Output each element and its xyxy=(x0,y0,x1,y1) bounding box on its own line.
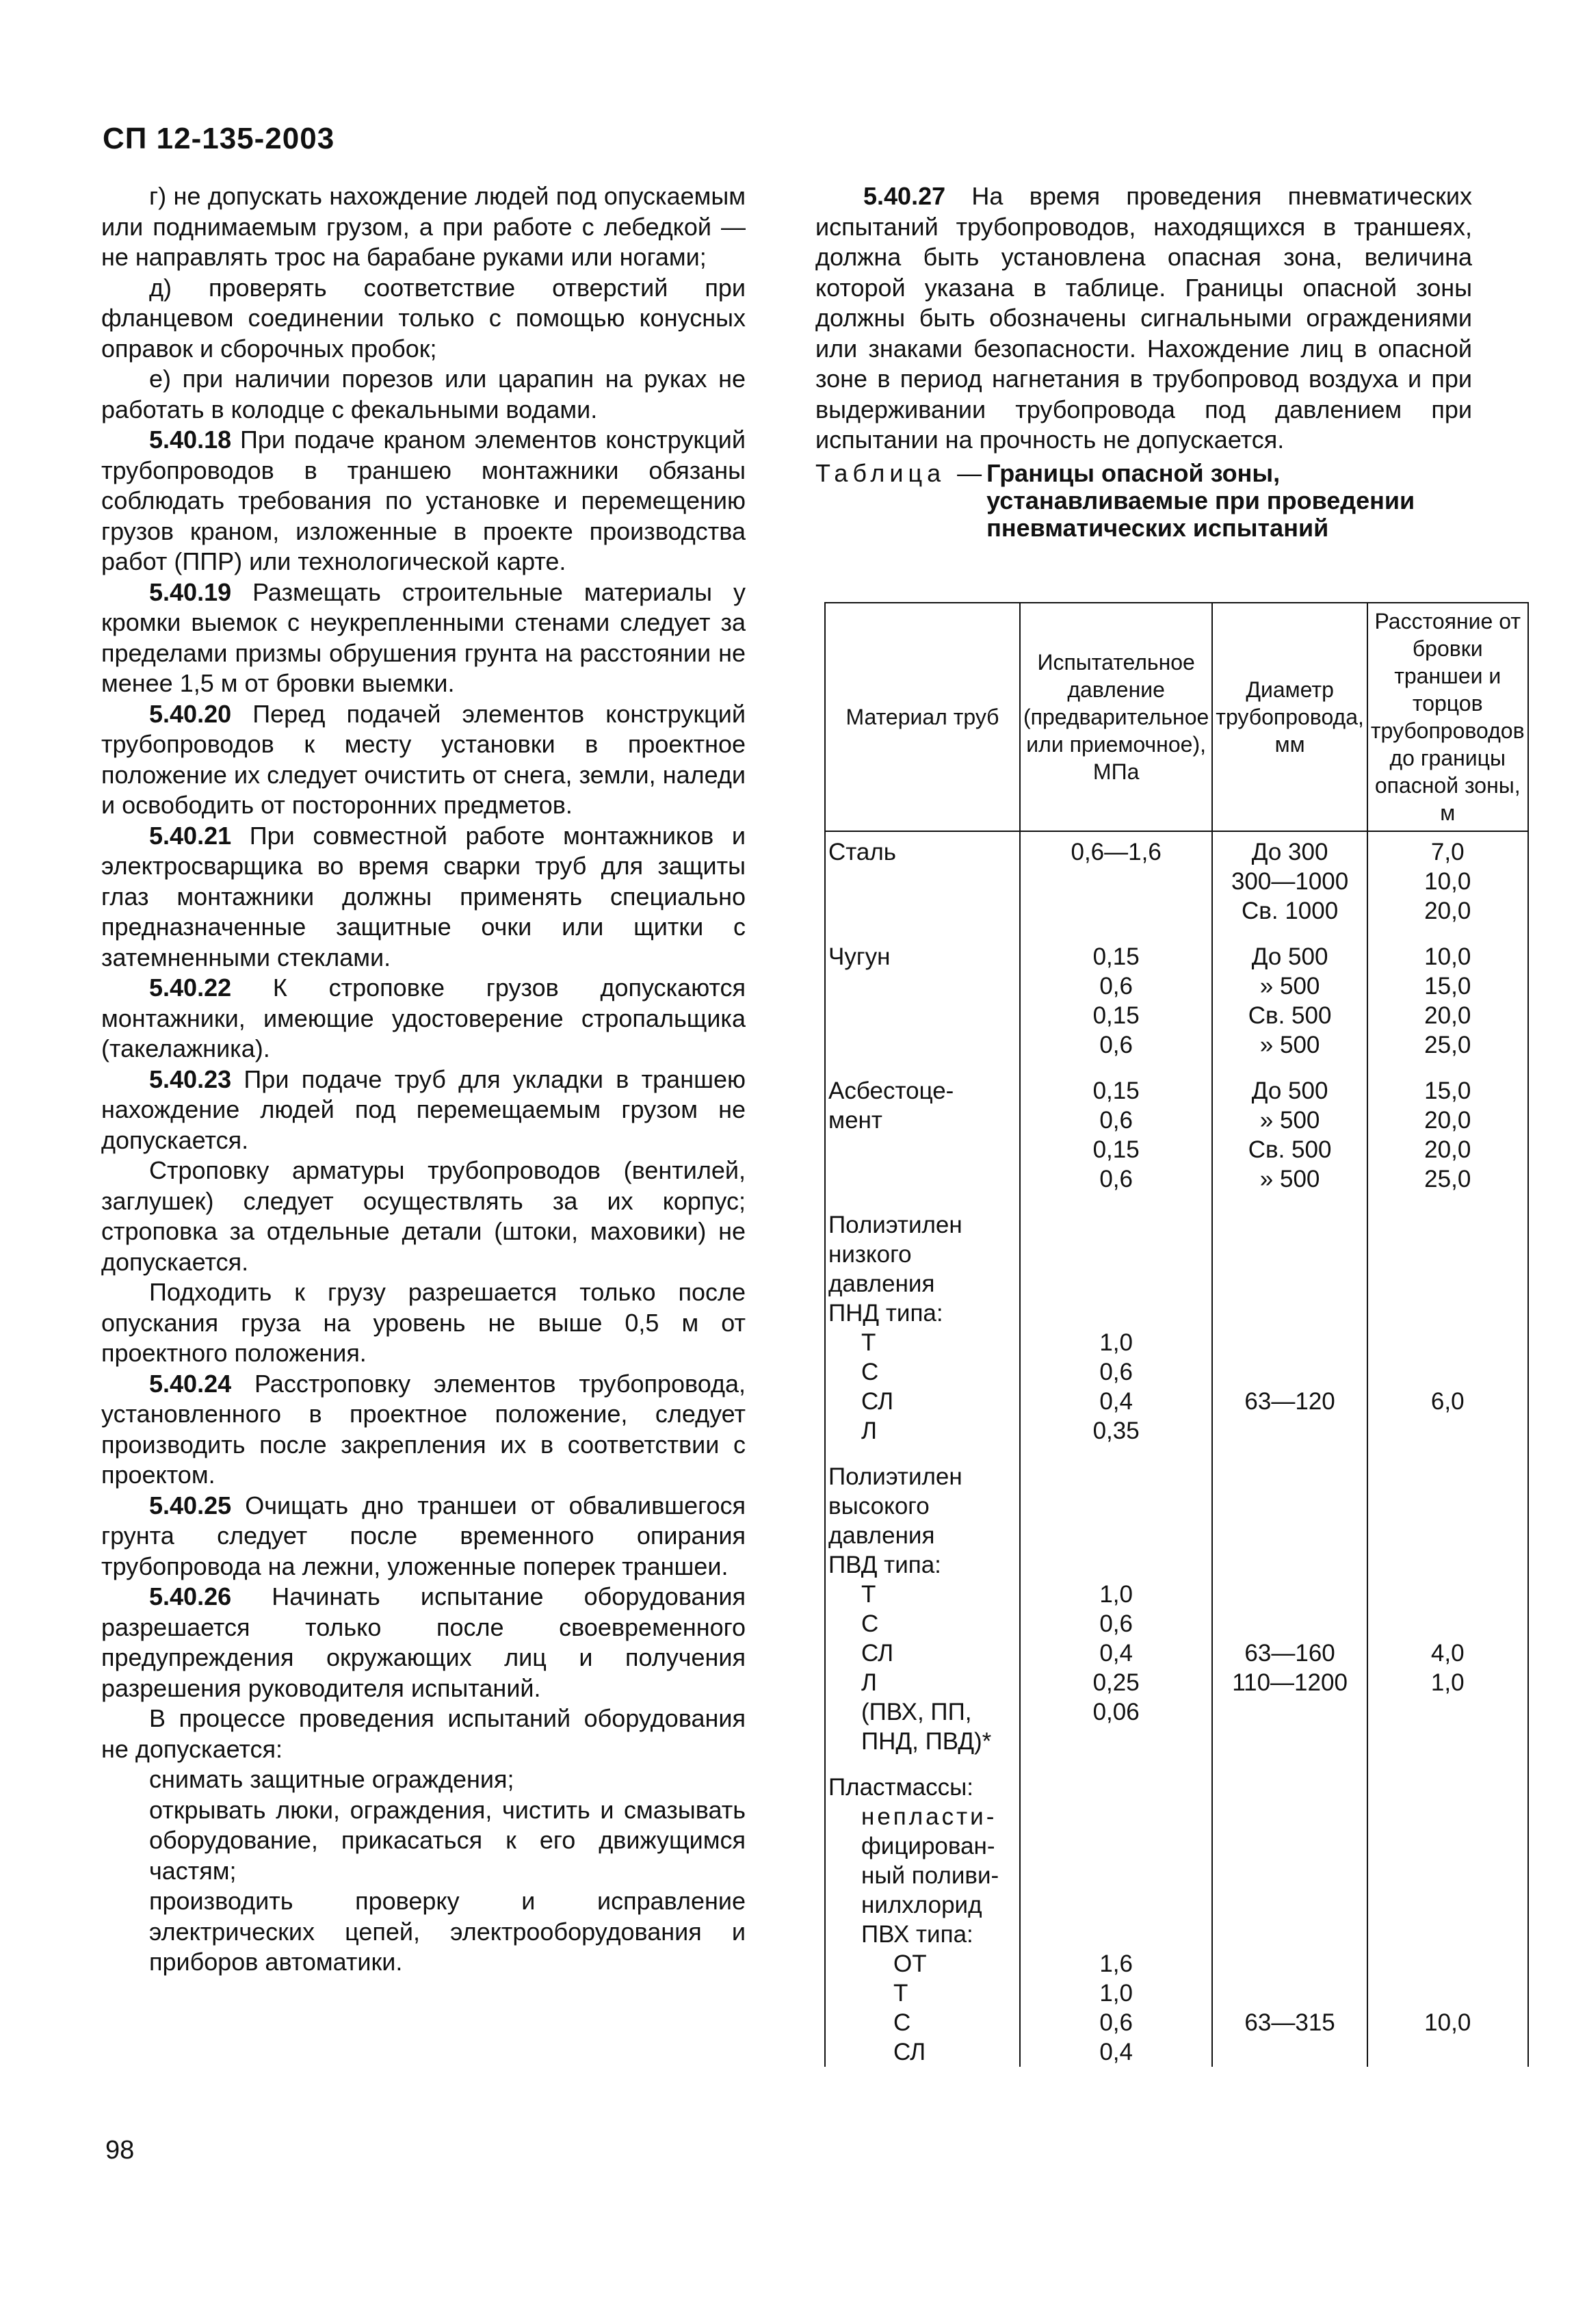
clause-5-40-22 xyxy=(101,973,746,1065)
clause-5-40-24 xyxy=(101,1369,746,1491)
material-label: низкого xyxy=(828,1241,912,1268)
list-item-guards: снимать защитные ограждения; xyxy=(149,1765,514,1793)
clause-5-40-21 xyxy=(101,821,746,974)
pressure-value: 0,4 xyxy=(1099,1388,1133,1415)
pressure-value: 1,6 xyxy=(1099,1950,1133,1977)
material-label: Асбестоце- xyxy=(828,1078,954,1104)
distance-value: 20,0 xyxy=(1424,1136,1471,1163)
distance-value: 15,0 xyxy=(1424,973,1471,1000)
type-label: СЛ xyxy=(861,1388,894,1415)
material-label: ПВД типа: xyxy=(828,1552,941,1578)
clause-number: 5.40.18 xyxy=(149,426,232,454)
cell-diameter xyxy=(1212,1773,1367,2067)
cell-diameter xyxy=(1212,831,1367,926)
material-label: непласти- xyxy=(861,1803,997,1830)
table-row-pnd xyxy=(825,1210,1528,1446)
distance-value: 20,0 xyxy=(1424,1107,1471,1134)
cell-material xyxy=(825,1210,1020,1446)
type-label: СЛ xyxy=(861,1640,894,1667)
diameter-value: До 300 xyxy=(1251,839,1328,865)
type-label: С xyxy=(861,1359,879,1385)
clause-number: 5.40.23 xyxy=(149,1065,232,1093)
distance-value: 6,0 xyxy=(1430,1388,1465,1415)
type-label: Т xyxy=(861,1329,876,1356)
page-number: 98 xyxy=(105,2136,135,2165)
pressure-value: 0,6 xyxy=(1099,1610,1133,1637)
row-spacer xyxy=(825,1194,1528,1210)
type-label: С xyxy=(861,1610,879,1637)
pressure-value: 0,6 xyxy=(1099,1032,1133,1058)
clause-text: На время проведения пневматических испытаний трубопроводов, находящихся в траншеях, должна быть установлена опасная зона, величина которой указана в таблице. Границы опасной зоны должны быть обозначены сигнальными ограждениями или знаками безопасности. Нахождение лиц в опасной зоне в период нагнетания в трубопровод воздуха и при выдерживании трубопровода под давлением при испытании на прочность не допускается. xyxy=(815,182,1472,454)
distance-value: 10,0 xyxy=(1424,868,1471,895)
diameter-value: До 500 xyxy=(1251,943,1328,970)
cell-diameter xyxy=(1212,1076,1367,1194)
clause-5-40-23 xyxy=(101,1065,746,1156)
distance-value: 15,0 xyxy=(1424,1078,1471,1104)
diameter-value: Св. 500 xyxy=(1248,1002,1332,1029)
cell-diameter xyxy=(1212,1210,1367,1446)
cell-diameter xyxy=(1212,942,1367,1060)
clause-text: Начинать испытание оборудования разрешается только после своевременного предупреждения окружающих лиц и получения разрешения руководителя испытаний. xyxy=(101,1582,746,1702)
pressure-value: 0,35 xyxy=(1092,1418,1140,1444)
paragraph-e: е) при наличии порезов или царапин на руках не работать в колодце с фекальными водами. xyxy=(101,365,746,423)
distance-value: 1,0 xyxy=(1430,1669,1465,1696)
type-label: Т xyxy=(861,1581,876,1608)
pressure-value: 0,15 xyxy=(1092,1002,1140,1029)
clause-5-40-26 xyxy=(101,1582,746,1703)
header-diameter: Диаметр трубопровода, мм xyxy=(1212,603,1367,831)
header-pressure: Испытательное давление (предварительное или приемочное), МПа xyxy=(1020,603,1212,831)
material-label: давления xyxy=(828,1522,935,1549)
type-label: ОТ xyxy=(893,1950,927,1977)
pressure-value: 0,4 xyxy=(1099,1640,1133,1667)
cell-material xyxy=(825,942,1020,1060)
cell-material xyxy=(825,831,1020,926)
pressure-value: 0,15 xyxy=(1092,943,1140,970)
distance-value: 25,0 xyxy=(1424,1166,1471,1192)
clause-5-40-19 xyxy=(101,577,746,699)
material-label: давления xyxy=(828,1270,935,1297)
material-label: Полиэтилен xyxy=(828,1212,962,1238)
pressure-value: 0,25 xyxy=(1092,1669,1140,1696)
clause-text: При совместной работе монтажников и электросварщика во время сварки труб для защиты глаз монтажники должны применять специально предназначенные защитные очки или щитки с затемненными стеклами. xyxy=(101,821,746,971)
diameter-value: » 500 xyxy=(1259,1032,1320,1058)
diameter-value: Св. 1000 xyxy=(1242,898,1339,924)
cell-distance xyxy=(1367,1076,1528,1194)
cell-pressure xyxy=(1020,1773,1212,2067)
paragraph-approach-load: Подходить к грузу разрешается только после опускания груза на уровень не выше 0,5 м от проектного положения. xyxy=(101,1278,746,1367)
pressure-value: 1,0 xyxy=(1099,1581,1133,1608)
cell-distance xyxy=(1367,1210,1528,1446)
cell-distance xyxy=(1367,831,1528,926)
clause-text: Размещать строительные материалы у кромки выемок с неукрепленными стенами следует за пределами призмы обрушения грунта на расстоянии не менее 1,5 м от бровки выемки. xyxy=(101,577,746,697)
distance-value: 25,0 xyxy=(1424,1032,1471,1058)
left-column xyxy=(101,181,746,1978)
paragraph-d: д) проверять соответствие отверстий при фланцевом соединении только с помощью конусных оправок и сборочных пробок; xyxy=(101,273,746,363)
table-row-asbestos-cement xyxy=(825,1076,1528,1194)
diameter-value: 63—120 xyxy=(1244,1388,1335,1415)
paragraph-slinging: Строповку арматуры трубопроводов (вентилей, заглушек) следует осуществлять за их корпус; строповка за отдельные детали (штоки, маховики) не допускается. xyxy=(101,1156,746,1276)
pressure-value: 0,4 xyxy=(1099,2039,1133,2065)
clause-text: Перед подачей элементов конструкций трубопроводов к месту установки в проектное положение их следует очистить от снега, земли, наледи и освободить от посторонних предметов. xyxy=(101,699,746,819)
cell-pressure xyxy=(1020,1210,1212,1446)
diameter-value: 63—160 xyxy=(1244,1640,1335,1667)
clause-text: При подаче краном элементов конструкций трубопроводов в траншею монтажники обязаны соблюдать требования по установке и перемещению грузов краном, изложенные в проекте производства работ (ППР) или технологической карте. xyxy=(101,426,746,575)
clause-5-40-20 xyxy=(101,699,746,821)
right-column xyxy=(815,181,1472,542)
row-spacer xyxy=(825,1756,1528,1773)
clause-text: К строповке грузов допускаются монтажники, имеющие удостоверение стропальщика (такелажника). xyxy=(101,974,746,1062)
diameter-value: » 500 xyxy=(1259,973,1320,1000)
material-label: ный поливи- xyxy=(861,1862,999,1889)
cell-distance xyxy=(1367,942,1528,1060)
cell-distance xyxy=(1367,1462,1528,1756)
type-label: (ПВХ, ПП, xyxy=(861,1699,972,1725)
material-label: мент xyxy=(828,1107,882,1134)
diameter-value: Св. 500 xyxy=(1248,1136,1332,1163)
table-row-pvd xyxy=(825,1462,1528,1756)
pressure-value: 0,6—1,6 xyxy=(1071,839,1162,865)
pressure-value: 0,6 xyxy=(1099,973,1133,1000)
cell-pressure xyxy=(1020,1462,1212,1756)
clause-text: Очищать дно траншеи от обвалившегося грунта следует после временного опирания трубопровода на лежни, уложенные поперек траншеи. xyxy=(101,1491,746,1580)
material-label: высокого xyxy=(828,1493,930,1519)
table-row-steel xyxy=(825,831,1528,926)
distance-value: 7,0 xyxy=(1430,839,1465,865)
table-row-cast-iron xyxy=(825,942,1528,1060)
header-distance: Расстояние от бровки траншеи и торцов трубопроводов до границы опасной зоны, м xyxy=(1367,603,1528,831)
material-label: Сталь xyxy=(828,839,897,865)
list-item-electrical: производить проверку и исправление электрических цепей, электрооборудования и приборов автоматики. xyxy=(149,1887,746,1976)
cell-pressure xyxy=(1020,942,1212,1060)
material-label: ПВХ типа: xyxy=(861,1921,973,1948)
cell-material xyxy=(825,1076,1020,1194)
clause-number: 5.40.19 xyxy=(149,577,232,606)
diameter-value: 63—315 xyxy=(1244,2009,1335,2036)
type-label: ПНД, ПВД)* xyxy=(861,1728,992,1755)
diameter-value: » 500 xyxy=(1259,1166,1320,1192)
clause-5-40-27 xyxy=(815,181,1472,456)
pressure-value: 1,0 xyxy=(1099,1329,1133,1356)
clause-number: 5.40.27 xyxy=(863,182,946,210)
list-item-hatches: открывать люки, ограждения, чистить и смазывать оборудование, прикасаться к его движущимся частям; xyxy=(149,1795,746,1885)
clause-number: 5.40.25 xyxy=(149,1491,232,1519)
table-caption-prefix: Таблица — xyxy=(815,458,987,487)
type-label: С xyxy=(893,2009,911,2036)
row-spacer xyxy=(825,1446,1528,1462)
row-spacer xyxy=(825,1060,1528,1076)
clause-number: 5.40.20 xyxy=(149,699,232,728)
cell-pressure xyxy=(1020,831,1212,926)
table-caption-title: Границы опасной зоны, устанавливаемые при проведении пневматических испытаний xyxy=(986,458,1415,542)
pressure-value: 0,6 xyxy=(1099,1107,1133,1134)
clause-number: 5.40.24 xyxy=(149,1369,232,1398)
header-material: Материал труб xyxy=(825,603,1020,831)
cell-distance xyxy=(1367,1773,1528,2067)
material-label: Пластмассы: xyxy=(828,1774,973,1801)
distance-value: 10,0 xyxy=(1424,943,1471,970)
pressure-value: 0,15 xyxy=(1092,1136,1140,1163)
table-header-row xyxy=(825,603,1528,831)
pressure-value: 0,6 xyxy=(1099,1166,1133,1192)
cell-material xyxy=(825,1773,1020,2067)
pressure-value: 0,06 xyxy=(1092,1699,1140,1725)
clause-number: 5.40.21 xyxy=(149,821,232,850)
cell-pressure xyxy=(1020,1076,1212,1194)
distance-value: 20,0 xyxy=(1424,1002,1471,1029)
type-label: СЛ xyxy=(893,2039,926,2065)
diameter-value: » 500 xyxy=(1259,1107,1320,1134)
diameter-value: 110—1200 xyxy=(1232,1669,1348,1696)
clause-number: 5.40.22 xyxy=(149,974,232,1002)
material-label: ПНД типа: xyxy=(828,1300,943,1327)
distance-value: 10,0 xyxy=(1424,2009,1471,2036)
pressure-value: 0,6 xyxy=(1099,1359,1133,1385)
pressure-value: 0,6 xyxy=(1099,2009,1133,2036)
paragraph-g: г) не допускать нахождение людей под опускаемым или поднимаемым грузом, а при работе с лебедкой — не направлять трос на барабане руками или ногами; xyxy=(101,182,746,271)
row-spacer xyxy=(825,926,1528,942)
pressure-value: 0,15 xyxy=(1092,1078,1140,1104)
paragraph-testing-prohibited: В процессе проведения испытаний оборудования не допускается: xyxy=(101,1704,746,1763)
diameter-value: 300—1000 xyxy=(1231,868,1349,895)
clause-text: При подаче труб для укладки в траншею нахождение людей под перемещаемым грузом не допускается. xyxy=(101,1065,746,1154)
type-label: Т xyxy=(893,1980,908,2007)
material-label: Чугун xyxy=(828,943,891,970)
clause-text: Расстроповку элементов трубопровода, установленного в проектное положение, следует производить после закрепления их в соответствии с проектом. xyxy=(101,1369,746,1489)
clause-5-40-25 xyxy=(101,1491,746,1582)
clause-5-40-18 xyxy=(101,425,746,577)
pressure-value: 1,0 xyxy=(1099,1980,1133,2007)
table-caption xyxy=(815,460,1472,542)
danger-zone-table xyxy=(824,602,1529,2067)
clause-number: 5.40.26 xyxy=(149,1582,232,1610)
cell-material xyxy=(825,1462,1020,1756)
material-label: Полиэтилен xyxy=(828,1463,962,1490)
distance-value: 20,0 xyxy=(1424,898,1471,924)
cell-diameter xyxy=(1212,1462,1367,1756)
type-label: Л xyxy=(861,1418,877,1444)
material-label: нилхлорид xyxy=(861,1892,982,1918)
distance-value: 4,0 xyxy=(1430,1640,1465,1667)
diameter-value: До 500 xyxy=(1251,1078,1328,1104)
table-row-plastics xyxy=(825,1773,1528,2067)
type-label: Л xyxy=(861,1669,877,1696)
material-label: фицирован- xyxy=(861,1833,995,1859)
document-code-header: СП 12-135-2003 xyxy=(103,122,335,155)
